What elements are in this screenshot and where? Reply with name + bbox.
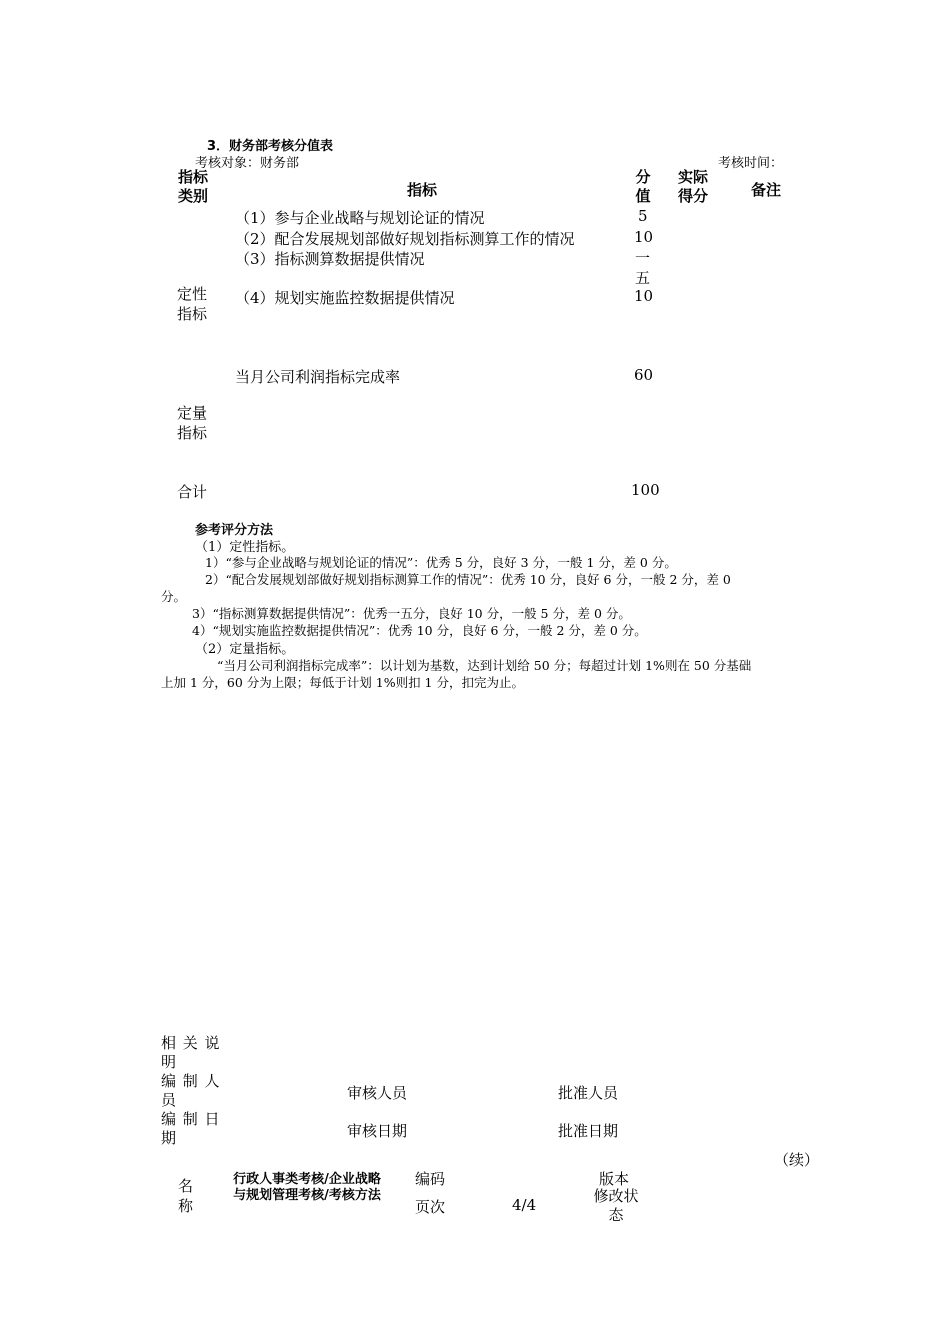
name-label: 名称 [178, 1177, 194, 1215]
qualitative-item-4: （4）规划实施监控数据提供情况 [235, 289, 455, 307]
qualitative-score-2: 10 [634, 228, 654, 246]
qualitative-score-1: 5 [638, 207, 648, 225]
page-label: 页次 [415, 1198, 446, 1216]
qualitative-score-4: 10 [634, 287, 654, 305]
method-n1: “当月公司利润指标完成率”：以计划为基数，达到计划给 50 分；每超过计划 1%则在 50 分基础 [217, 658, 752, 673]
qualitative-item-2: （2）配合发展规划部做好规划指标测算工作的情况 [235, 230, 575, 248]
document-title: 行政人事类考核/企业战略与规划管理考核/考核方法 [233, 1172, 381, 1203]
quantitative-label: 定量指标 [177, 404, 208, 442]
header-category: 指标类别 [177, 168, 208, 205]
method-qualitative-head: （1）定性指标。 [195, 540, 295, 555]
total-score: 100 [631, 481, 660, 499]
assessment-time: 考核时间： [718, 156, 784, 171]
header-actual-score: 实际得分 [677, 168, 708, 205]
method-q4: 4）“规划实施监控数据提供情况”：优秀 10 分，良好 6 分，一般 2 分，差 0 分。 [192, 623, 647, 638]
approve-date-label: 批准日期 [558, 1122, 619, 1140]
assessment-object: 考核对象：财务部 [195, 156, 300, 171]
method-q1: 1）“参与企业战略与规划论证的情况”：优秀 5 分，良好 3 分，一般 1 分，差 0 分。 [205, 555, 677, 570]
method-n1-cont: 上加 1 分，60 分为上限；每低于计划 1%则扣 1 分，扣完为止。 [161, 675, 524, 690]
page-number: 4/4 [512, 1196, 537, 1214]
qualitative-item-3: （3）指标测算数据提供情况 [235, 250, 425, 268]
version-label: 版本 [599, 1170, 630, 1188]
method-q2-cont: 分。 [161, 589, 187, 604]
code-label: 编码 [415, 1170, 446, 1188]
method-q3: 3）“指标测算数据提供情况”：优秀一五分，良好 10 分，一般 5 分，差 0 分。 [192, 606, 631, 621]
continued-label: （续） [774, 1151, 820, 1169]
qualitative-item-1: （1）参与企业战略与规划论证的情况 [235, 209, 485, 227]
method-title: 参考评分方法 [195, 523, 274, 538]
reviewer-label: 审核人员 [347, 1084, 408, 1102]
prepared-by-label: 编 制 人 员 [161, 1072, 221, 1109]
method-quantitative-head: （2）定量指标。 [195, 642, 295, 657]
related-notes-label: 相 关 说 明 [161, 1034, 221, 1071]
method-q2: 2）“配合发展规划部做好规划指标测算工作的情况”：优秀 10 分，良好 6 分，一般 2 分，差 0 [205, 572, 731, 587]
qualitative-label: 定性指标 [177, 285, 208, 323]
header-score: 分值 [635, 168, 651, 205]
approver-label: 批准人员 [558, 1084, 619, 1102]
total-label: 合计 [177, 483, 208, 501]
quantitative-item: 当月公司利润指标完成率 [235, 368, 401, 386]
revision-status-label: 修改状态 [593, 1187, 639, 1224]
quantitative-score: 60 [634, 366, 654, 384]
review-date-label: 审核日期 [347, 1122, 408, 1140]
qualitative-score-3: 一五 [635, 249, 651, 287]
section-title: 3．财务部考核分值表 [207, 139, 334, 154]
header-indicator: 指标 [407, 181, 438, 199]
header-remark: 备注 [751, 181, 782, 199]
prepared-date-label: 编 制 日 期 [161, 1110, 221, 1147]
